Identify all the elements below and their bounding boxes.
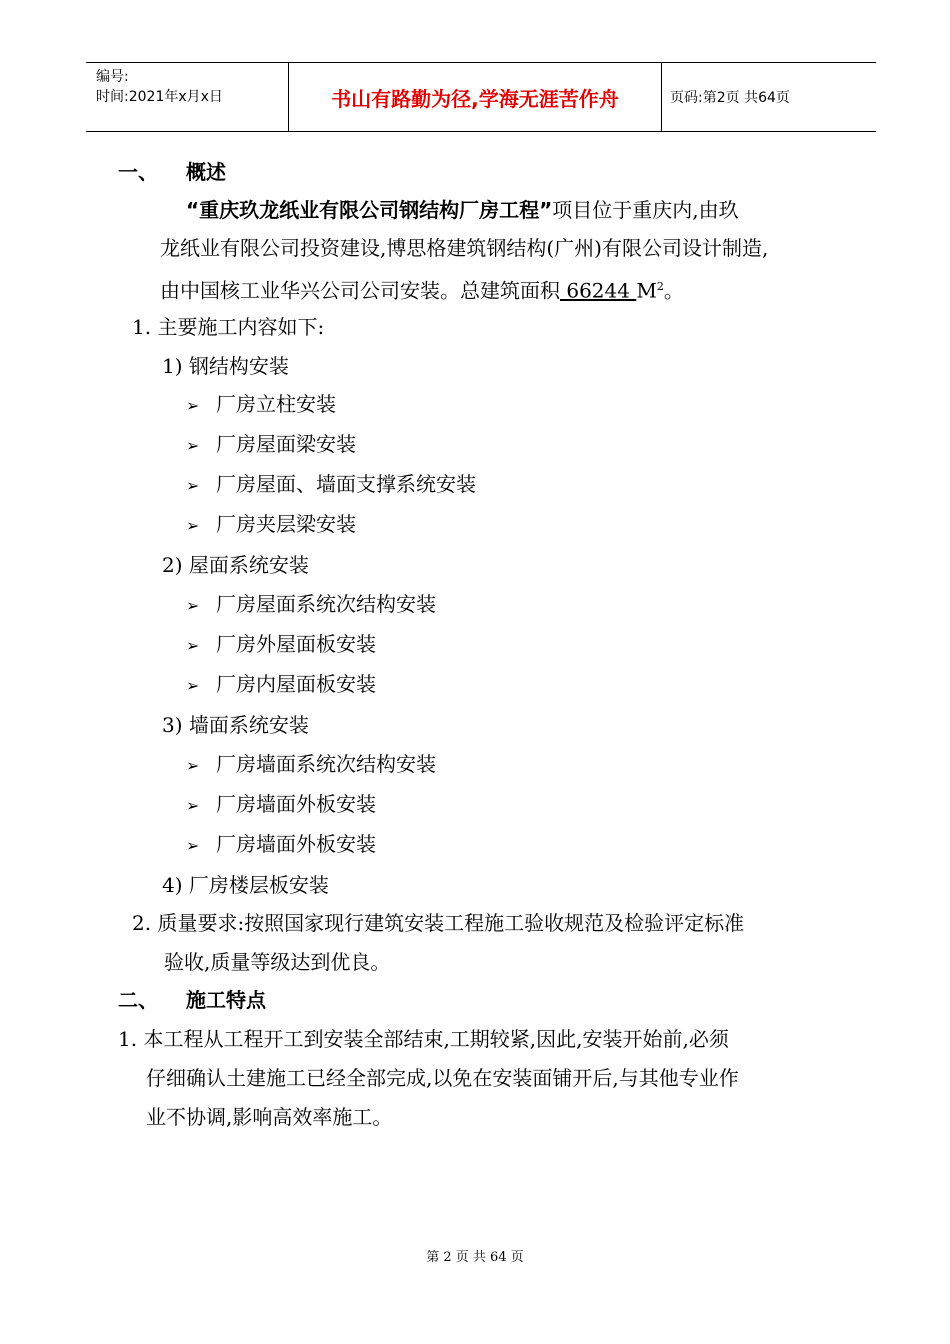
arrow-bullet-icon: ➢ <box>186 476 200 495</box>
arrow-bullet-icon: ➢ <box>186 516 200 535</box>
list-item <box>186 510 356 540</box>
section-2-number: 二、 <box>118 988 158 1012</box>
list-item <box>186 630 376 660</box>
intro-line-1-text: 项目位于重庆内,由玖 <box>552 198 739 222</box>
subitem-1: 1) 钢结构安装 <box>162 354 289 378</box>
p2-line-2: 仔细确认土建施工已经全部完成,以免在安装面铺开后,与其他专业作 <box>146 1066 739 1090</box>
arrow-bullet-icon: ➢ <box>186 836 200 855</box>
list-item <box>186 470 476 500</box>
project-name: “重庆玖龙纸业有限公司钢结构厂房工程” <box>186 198 553 222</box>
arrow-bullet-icon: ➢ <box>186 436 200 455</box>
arrow-bullet-icon: ➢ <box>186 756 200 775</box>
intro-line-3-text: 由中国核工业华兴公司公司安装。总建筑面积 <box>160 278 560 303</box>
list-item <box>186 790 376 820</box>
arrow-bullet-icon: ➢ <box>186 396 200 415</box>
code-label: 编号: <box>96 69 129 85</box>
list-item-text: 厂房墙面外板安装 <box>216 792 376 816</box>
list-item-text: 厂房夹层梁安装 <box>216 512 356 536</box>
p2-line-3: 业不协调,影响高效率施工。 <box>146 1105 393 1129</box>
list-item <box>186 750 436 780</box>
list-item-text: 厂房立柱安装 <box>216 392 336 416</box>
list-item-text: 厂房屋面系统次结构安装 <box>216 592 436 616</box>
page-header <box>86 62 876 132</box>
list-item-text: 厂房墙面外板安装 <box>216 832 376 856</box>
header-motto: 书山有路勤为径,学海无涯苦作舟 <box>288 63 662 131</box>
section-1-number: 一、 <box>118 160 158 184</box>
item-2-line-2: 验收,质量等级达到优良。 <box>164 950 391 974</box>
section-1-title: 概述 <box>186 160 226 184</box>
page-footer: 第 2 页 共 64 页 <box>426 1250 524 1265</box>
intro-line-1 <box>186 196 739 224</box>
time-label: 时间:2021年x月x日 <box>96 89 223 105</box>
list-item-text: 厂房内屋面板安装 <box>216 672 376 696</box>
subitem-3: 3) 墙面系统安装 <box>162 713 309 737</box>
header-page-label: 页码:第2页 共64页 <box>670 90 790 106</box>
list-item <box>186 390 336 420</box>
list-item-text: 厂房屋面梁安装 <box>216 432 356 456</box>
arrow-bullet-icon: ➢ <box>186 796 200 815</box>
item-2-line-1: 2. 质量要求:按照国家现行建筑安装工程施工验收规范及检验评定标准 <box>132 911 745 935</box>
subitem-4: 4) 厂房楼层板安装 <box>162 873 329 897</box>
arrow-bullet-icon: ➢ <box>186 636 200 655</box>
list-item-text: 厂房外屋面板安装 <box>216 632 376 656</box>
intro-line-2: 龙纸业有限公司投资建设,博思格建筑钢结构(广州)有限公司设计制造, <box>160 236 769 260</box>
intro-line-3 <box>160 273 684 305</box>
p2-line-1: 1. 本工程从工程开工到安装全部结束,工期较紧,因此,安装开始前,必须 <box>118 1027 729 1051</box>
subitem-2: 2) 屋面系统安装 <box>162 553 309 577</box>
arrow-bullet-icon: ➢ <box>186 676 200 695</box>
area-unit-sup: 2 <box>656 280 664 293</box>
arrow-bullet-icon: ➢ <box>186 596 200 615</box>
list-item <box>186 670 376 700</box>
header-meta <box>86 63 288 131</box>
area-unit: M <box>636 278 657 303</box>
section-2-heading <box>118 986 266 1014</box>
list-item <box>186 830 376 860</box>
item-1: 1. 主要施工内容如下: <box>132 315 325 339</box>
list-item <box>186 430 356 460</box>
section-2-title: 施工特点 <box>186 988 266 1012</box>
area-value: 66244 <box>560 278 637 303</box>
list-item-text: 厂房墙面系统次结构安装 <box>216 752 436 776</box>
list-item-text: 厂房屋面、墙面支撑系统安装 <box>216 472 476 496</box>
list-item <box>186 590 436 620</box>
area-end: 。 <box>663 278 684 303</box>
section-1-heading <box>118 158 226 186</box>
